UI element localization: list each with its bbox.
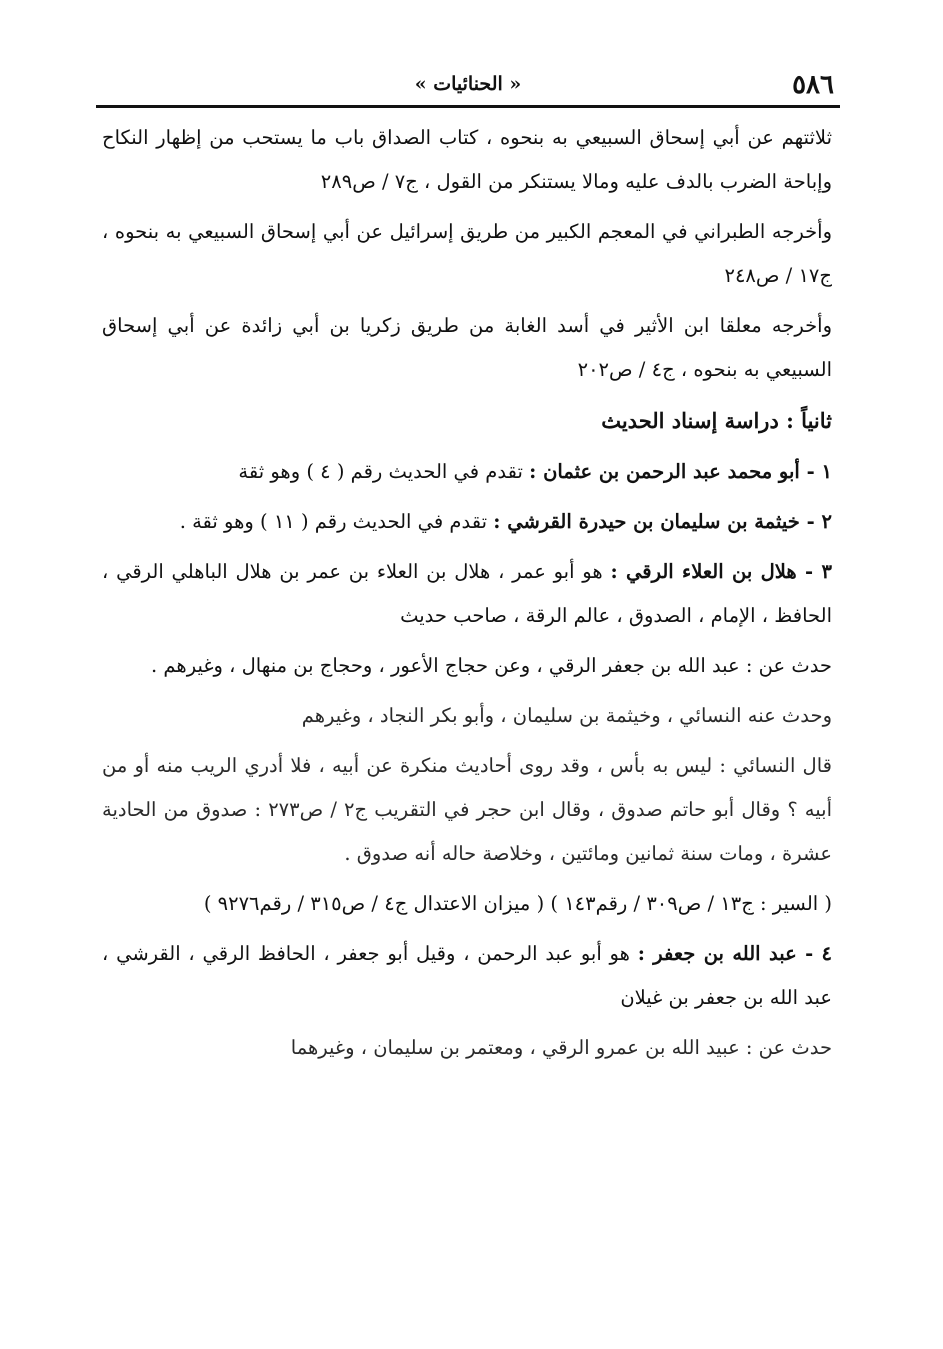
page-number: ٥٨٦	[792, 70, 834, 100]
book-page	[96, 58, 840, 1070]
narrator-4-name: ٤ - عبد الله بن جعفر :	[637, 942, 833, 965]
paragraph-takhrij-2: وأخرجه الطبراني في المعجم الكبير من طريق إسرائيل عن أبي إسحاق السبيعي به بنحوه ، ج١٧ / ص٢٤٨	[102, 220, 832, 287]
narrator-3-students: وحدث عنه النسائي ، وخيثمة بن سليمان ، وأبو بكر النجاد ، وغيرهم	[301, 704, 832, 727]
narrator-item-3	[102, 550, 832, 638]
narrator-4-teachers: حدث عن : عبيد الله بن عمرو الرقي ، ومعتمر بن سليمان ، وغيرهما	[290, 1036, 832, 1059]
narrator-1-text: تقدم في الحديث رقم ( ٤ ) وهو ثقة	[238, 460, 523, 483]
narrator-3-grading: قال النسائي : ليس به بأس ، وقد روى أحاديث منكرة عن أبيه ، فلا أدري الريب منه أو من أبيه ؟ وقال أبو حاتم صدوق ، وقال ابن حجر في التقريب ج٢ / ص٢٧٣ : صدوق من الحادية عشرة ، ومات سنة ثمانين ومائتين ، وخلاصة حاله أنه صدوق .	[102, 754, 832, 865]
narrator-item-2	[102, 500, 832, 544]
section-heading: ثانياً : دراسة إسناد الحديث	[601, 408, 832, 433]
narrator-4-text: هو أبو عبد الرحمن ، وقيل أبو جعفر ، الحافظ الرقي ، القرشي ، عبد الله بن جعفر بن غيلان	[102, 942, 832, 1009]
narrator-3-text: هو أبو عمر ، هلال بن العلاء بن عمر بن هلال الباهلي الرقي ، الحافظ ، الإمام ، الصدوق ، عالم الرقة ، صاحب حديث	[102, 560, 832, 627]
narrator-3-teachers: حدث عن : عبد الله بن جعفر الرقي ، وعن حجاج الأعور ، وحجاج بن منهال ، وغيرهم .	[151, 654, 832, 677]
running-title: « الحنائيات »	[414, 73, 522, 95]
narrator-item-4	[102, 932, 832, 1020]
narrator-3-references: ( السير : ج١٣ / ص٣٠٩ / رقم١٤٣ ) ( ميزان الاعتدال ج٤ / ص٣١٥ / رقم٩٢٧٦ )	[203, 892, 832, 915]
narrator-2-text: تقدم في الحديث رقم ( ١١ ) وهو ثقة .	[179, 510, 488, 533]
narrator-1-name: ١ - أبو محمد عبد الرحمن بن عثمان :	[529, 460, 832, 483]
narrator-2-name: ٢ - خيثمة بن سليمان بن حيدرة القرشي :	[493, 510, 832, 533]
page-body	[96, 106, 840, 1070]
paragraph-takhrij-1: ثلاثتهم عن أبي إسحاق السبيعي به بنحوه ، كتاب الصداق باب ما يستحب من إظهار النكاح وإباحة الضرب بالدف عليه ومالا يستنكر من القول ، ج٧ / ص٢٨٩	[102, 126, 832, 193]
narrator-3-name: ٣ - هلال بن العلاء الرقي :	[610, 560, 832, 583]
paragraph-takhrij-3: وأخرجه معلقا ابن الأثير في أسد الغابة من طريق زكريا بن أبي زائدة عن أبي إسحاق السبيعي به بنحوه ، ج٤ / ص٢٠٢	[102, 314, 832, 381]
page-header	[96, 58, 840, 106]
narrator-item-1	[102, 450, 832, 494]
